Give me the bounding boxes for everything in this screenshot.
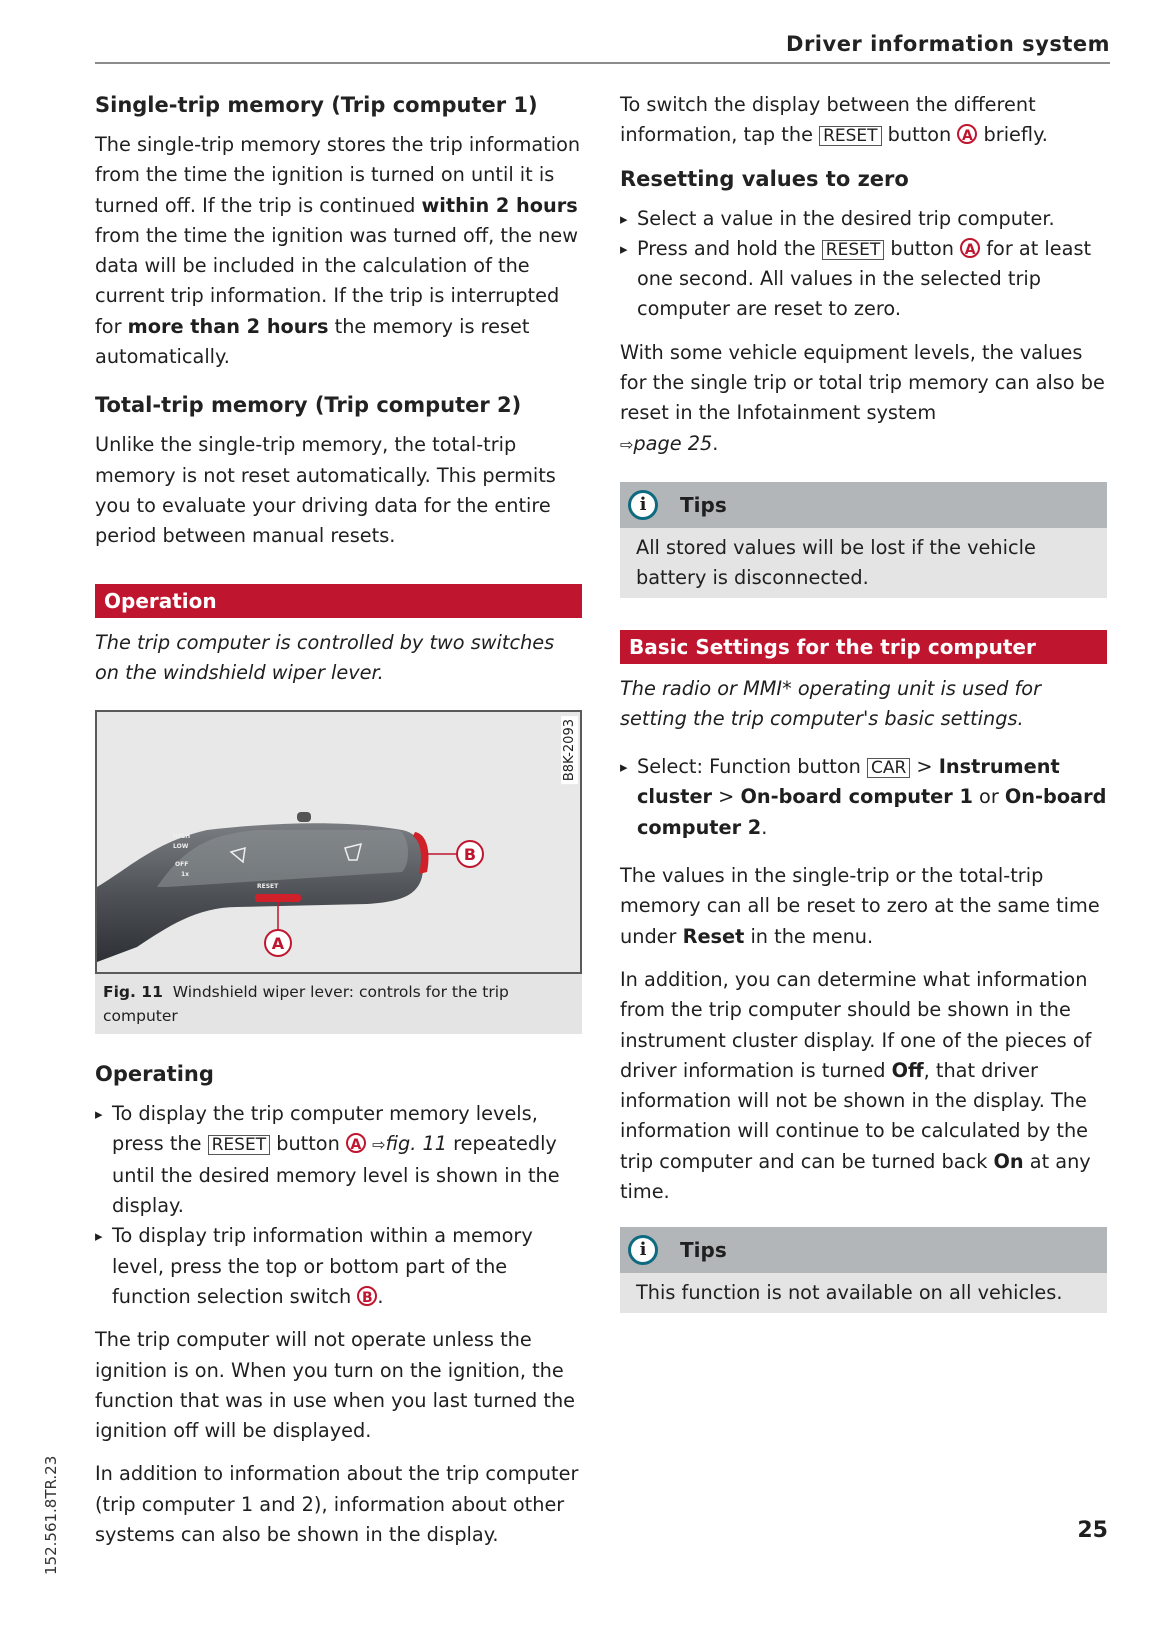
operation-intro: The trip computer is controlled by two switches on the windshield wiper lever. [95, 630, 555, 684]
text: from the time the ignition was turned off, the new data will be included in the calculation of the current trip information. If the trip is interrupted for [95, 223, 579, 338]
page-number: 25 [1077, 1518, 1108, 1543]
basic-settings-step [620, 752, 1107, 843]
callout-b-marker: B [357, 1286, 377, 1306]
text: button [881, 123, 958, 147]
text: in the menu. [744, 924, 874, 948]
reset-step [620, 234, 1107, 325]
tips-header [620, 1227, 1107, 1273]
figure-reference-link[interactable]: fig. 11 [385, 1132, 447, 1156]
figure-code: B8K-2093 [561, 716, 578, 784]
text: for at least one second. All values in the selected trip computer are reset to zero. [637, 236, 1092, 321]
text: The single-trip memory stores the trip information from the time the ignition is turned on until it is turned off. If the trip is continued [95, 133, 581, 217]
switch-display-text [620, 90, 1107, 151]
reset-button-a [255, 894, 301, 902]
text: > [712, 785, 741, 809]
tips-header [620, 482, 1107, 528]
operation-section-bar: Operation [95, 584, 582, 618]
tips-label: Tips [680, 1238, 727, 1263]
text: , that driver information will not be shown in the display. The information will continue to be calculated by the trip computer and can be turned back [620, 1058, 1089, 1173]
left-column [95, 90, 582, 1563]
operating-text-2: In addition to information about the trip computer (trip computer 1 and 2), information about other systems can also be shown in the display. [95, 1462, 579, 1547]
emphasis: within 2 hours [421, 193, 578, 217]
figure-wiper-lever [95, 710, 582, 972]
text: repeatedly until the desired memory level is shown in the display. [112, 1132, 560, 1218]
text: at any time. [620, 1149, 1091, 1204]
reset-key: RESET [822, 240, 884, 260]
lever-tab [297, 812, 311, 822]
callout-a-marker: A [346, 1133, 366, 1153]
callout-a-marker: A [957, 124, 977, 144]
info-icon: i [628, 1235, 658, 1265]
document-code: 152.561.8TR.23 [42, 1455, 60, 1575]
basic-settings-section-bar: Basic Settings for the trip computer [620, 630, 1107, 664]
info-icon: i [628, 490, 658, 520]
tips-text: All stored values will be lost if the vehicle battery is disconnected. [636, 535, 1036, 590]
text: or [972, 785, 1005, 809]
total-trip-text: Unlike the single-trip memory, the total-trip memory is not reset automatically. This permits you to evaluate your driving data for the entire period between manual resets. [95, 433, 556, 548]
lever-reset-label: RESET [257, 883, 279, 891]
tips-box-availability [620, 1227, 1107, 1312]
wiper-lever-illustration [97, 712, 580, 970]
text: . [761, 815, 768, 839]
text: > [910, 755, 939, 779]
text: The values in the single-trip or the total-trip memory can all be reset to zero at the same time under [620, 864, 1100, 948]
menu-path-item: Instrument cluster [637, 755, 1060, 809]
emphasis: more than 2 hours [127, 314, 329, 338]
callout-a-label: A [271, 934, 285, 954]
lever-label-high: HIGH [173, 833, 191, 841]
callout-a-marker: A [960, 238, 980, 258]
text: the memory is reset automatically. [95, 314, 530, 369]
header-rule [95, 62, 1110, 64]
total-trip-heading: Total-trip memory (Trip computer 2) [95, 393, 522, 418]
text: briefly. [977, 123, 1048, 147]
text: To switch the display between the different information, tap the [620, 93, 1036, 147]
text: button [270, 1132, 346, 1156]
tips-text: This function is not available on all vehicles. [636, 1281, 1063, 1305]
text: To display the trip computer memory levels, press the [112, 1102, 538, 1156]
operating-step [95, 1099, 582, 1221]
running-header: Driver information system [786, 32, 1110, 56]
resetting-heading: Resetting values to zero [620, 166, 909, 191]
lever-label-off: OFF [175, 861, 189, 869]
reset-key: RESET [208, 1135, 270, 1155]
emphasis: On [993, 1149, 1024, 1173]
figure-caption [95, 972, 582, 1034]
infotainment-text: With some vehicle equipment levels, the values for the single trip or total trip memory can also be reset in the Infotainment system ⇨page 25. [620, 340, 1105, 455]
emphasis: Off [891, 1058, 924, 1082]
reset-steps [620, 204, 1107, 325]
reset-all-text [620, 861, 1107, 952]
car-key: CAR [867, 758, 910, 778]
operating-text-1: The trip computer will not operate unless the ignition is on. When you turn on the ignition, the function that was in use when you last turned the ignition off will be displayed. [95, 1328, 576, 1443]
operating-steps [95, 1099, 582, 1312]
tips-box-battery [620, 482, 1107, 598]
reference-arrow-icon: ⇨ [372, 1135, 386, 1155]
reference-arrow-icon: ⇨ [620, 434, 634, 454]
text: . [377, 1284, 384, 1308]
single-trip-text [95, 130, 582, 372]
single-trip-heading: Single-trip memory (Trip computer 1) [95, 93, 538, 117]
page-reference-link[interactable]: page 25 [633, 431, 713, 455]
display-info-text [620, 965, 1107, 1207]
menu-path-item: On-board computer 2 [637, 785, 1107, 839]
callout-b-label: B [463, 845, 477, 865]
operating-step [95, 1221, 582, 1312]
basic-settings-steps [620, 752, 1107, 843]
text: To display trip information within a memory level, press the top or bottom part of the function selection switch [112, 1224, 533, 1308]
caption-text: Windshield wiper lever: controls for the trip computer [103, 983, 509, 1026]
text: button [884, 236, 961, 260]
operating-heading: Operating [95, 1062, 214, 1087]
basic-settings-intro: The radio or MMI* operating unit is used for setting the trip computer's basic settings. [620, 676, 1042, 730]
figure-number: Fig. 11 [103, 983, 163, 1002]
emphasis: Reset [682, 924, 745, 948]
text: With some vehicle equipment levels, the values for the single trip or total trip memory can also be reset in the Infotainment system [620, 340, 1105, 425]
tips-label: Tips [680, 492, 727, 517]
menu-path-item: On-board computer 1 [740, 785, 973, 809]
right-column [620, 90, 1107, 1326]
lever-label-low: LOW [173, 843, 189, 851]
text: Press and hold the [637, 236, 822, 260]
text: In addition, you can determine what information from the trip computer should be shown in the instrument cluster display. If one of the pieces of driver information is turned [620, 967, 1092, 1082]
text: Select: Function button [637, 755, 867, 779]
reset-key: RESET [819, 126, 881, 146]
lever-label-1x: 1x [181, 871, 190, 879]
reset-step: ▸ Select a value in the desired trip computer. [620, 204, 1107, 234]
